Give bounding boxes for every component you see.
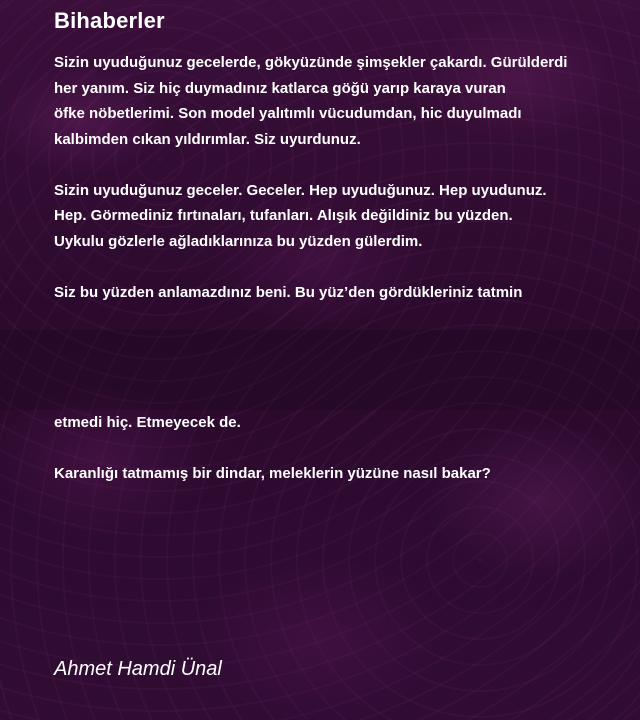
poem-line: etmedi hiç. Etmeyecek de.	[54, 414, 241, 431]
poem-line: öfke nöbetlerimi. Son model yalıtımlı vücudumdan, hic duyulmadı	[54, 105, 522, 122]
poem-body-top	[54, 50, 624, 305]
poem-line: Karanlığı tatmamış bir dindar, meleklerin yüzüne nasıl bakar?	[54, 465, 491, 482]
poem-line: Sizin uyuduğunuz gecelerde, gökyüzünde şimşekler çakardı. Gürülderdi	[54, 54, 568, 71]
poem-line: Siz bu yüzden anlamazdınız beni. Bu yüz’den gördükleriniz tatmin	[54, 283, 523, 301]
poem-title: Bihaberler	[54, 8, 165, 33]
stanza	[54, 50, 624, 152]
poem-line: her yanım. Siz hiç duymadınız katlarca göğü yarıp karaya vuran	[54, 79, 506, 97]
poem-line: Hep. Görmediniz fırtınaları, tufanları. Alışık değildiniz bu yüzden.	[54, 207, 513, 224]
poem-line: kalbimden cıkan yıldırımlar. Siz uyurdunuz.	[54, 130, 361, 148]
poem-line: Sizin uyuduğunuz geceler. Geceler. Hep uyuduğunuz. Hep uyudunuz.	[54, 181, 547, 199]
stanza	[54, 461, 624, 487]
poem-author: Ahmet Hamdi Ünal	[54, 658, 222, 680]
stanza	[54, 280, 624, 306]
background-band	[0, 330, 640, 410]
stanza	[54, 178, 624, 255]
stanza	[54, 410, 624, 436]
poem-body-bottom	[54, 410, 624, 487]
poem-line: Uykulu gözlerle ağladıklarınıza bu yüzden gülerdim.	[54, 232, 423, 250]
